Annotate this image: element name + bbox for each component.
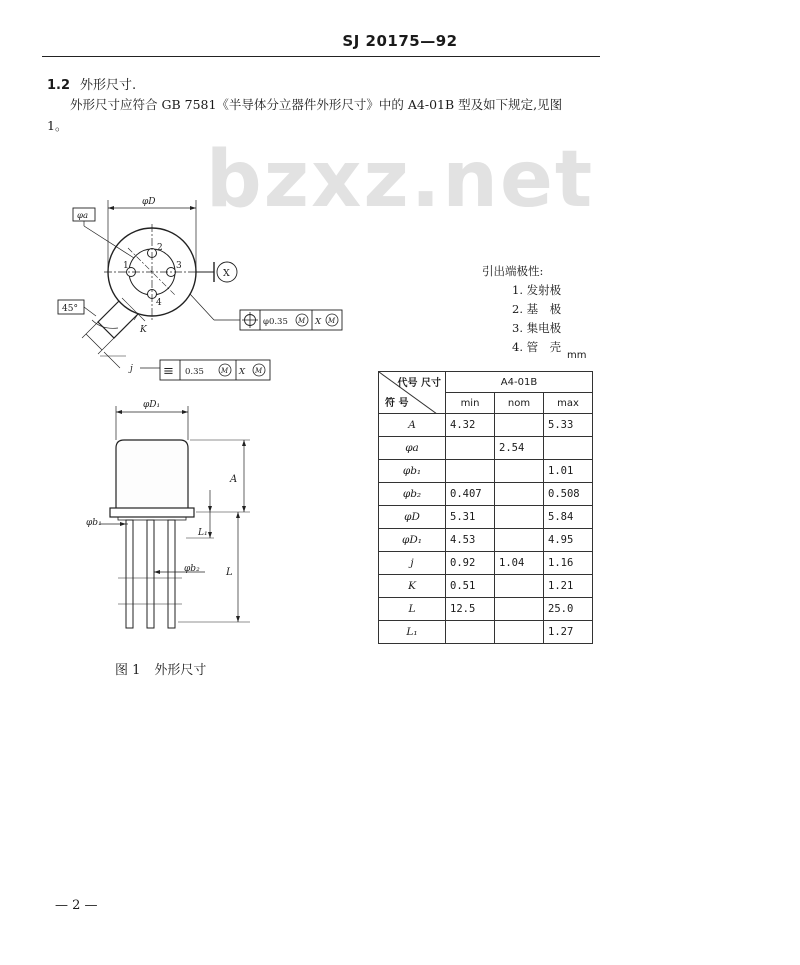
pin-polarity-list [470,262,561,357]
pin-1-label: 1 [123,261,129,271]
cell-nom [495,460,544,483]
table-row [379,437,593,460]
dimension-table [378,371,593,644]
tol-sym-datum: X [239,367,246,377]
table-row [379,621,593,644]
row-symbol: L₁ [379,621,446,644]
dim-phi-d-label: φD [142,197,156,207]
cell-max: 1.21 [544,575,593,598]
table-unit: mm [567,350,587,361]
cell-max: 4.95 [544,529,593,552]
page-number: — 2 — [55,898,98,913]
cell-nom [495,529,544,552]
cell-nom [495,598,544,621]
cell-min [446,460,495,483]
cell-min [446,621,495,644]
cell-nom: 2.54 [495,437,544,460]
tol-pos-datum: X [315,317,322,327]
figure-title: 外形尺寸 [154,663,207,678]
cell-nom [495,506,544,529]
dim-l-label: L [226,567,233,578]
section-number: 1.2 [47,78,71,93]
row-symbol: φD₁ [379,529,446,552]
tol-pos-modifier: M [298,317,306,325]
corner-bottom-label: 符 号 [385,398,409,409]
cell-max [544,437,593,460]
cell-nom [495,575,544,598]
cell-min [446,437,495,460]
cell-max: 1.16 [544,552,593,575]
pin-item-1: 1. 发射极 [512,283,562,297]
watermark: bzxz.net [205,135,595,225]
figure-number: 图 1 [115,663,141,678]
pin-2-label: 2 [157,243,163,253]
dim-phi-b1-label: φb₁ [86,518,102,528]
paragraph-line-2: 1。 [47,118,68,133]
top-view [58,197,342,380]
cell-max: 1.27 [544,621,593,644]
dim-l1-label: L₁ [198,528,208,538]
dim-phi-b2-label: φb₂ [184,564,200,574]
cell-nom: 1.04 [495,552,544,575]
cell-min: 12.5 [446,598,495,621]
pin-4-label: 4 [156,298,162,308]
col-max-header: max [544,393,593,414]
table-corner-cell [379,372,446,414]
row-symbol: φa [379,437,446,460]
cell-nom [495,621,544,644]
pin-3-label: 3 [176,261,182,271]
table-group-header: A4-01B [446,372,593,393]
figure-caption [115,659,206,678]
cell-min: 0.407 [446,483,495,506]
corner-top-label: 代号 尺寸 [397,378,441,389]
table-row [379,506,593,529]
cell-min: 0.92 [446,552,495,575]
table-row [379,414,593,437]
tol-symmetry-symbol: ≡ [163,364,174,379]
cell-nom [495,414,544,437]
standard-number: SJ 20175—92 [342,32,458,50]
row-symbol: L [379,598,446,621]
row-symbol: φb₁ [379,460,446,483]
table-row [379,575,593,598]
table-body [379,414,593,644]
dim-phi-d1-label: φD₁ [143,400,161,410]
col-nom-header: nom [495,393,544,414]
row-symbol: K [379,575,446,598]
row-symbol: φD [379,506,446,529]
cell-max: 5.33 [544,414,593,437]
tol-sym-value: 0.35 [185,367,204,377]
col-min-header: min [446,393,495,414]
tol-sym-datum-modifier: M [255,367,263,375]
cell-max: 1.01 [544,460,593,483]
cell-min: 5.31 [446,506,495,529]
row-symbol: φb₂ [379,483,446,506]
table-row [379,552,593,575]
cell-min: 4.53 [446,529,495,552]
row-symbol: j [379,552,446,575]
paragraph-line-1: 外形尺寸应符合 GB 7581《半导体分立器件外形尺寸》中的 A4-01B 型及如下规定,见图 [70,97,563,112]
datum-x-label: X [223,268,230,279]
tol-sym-modifier: M [221,367,229,375]
table-row [379,529,593,552]
pin-polarity-title: 引出端极性: [482,264,544,278]
table-row [379,460,593,483]
table-row [379,483,593,506]
tol-pos-datum-modifier: M [328,317,336,325]
tol-pos-value: φ0.35 [263,317,288,327]
cell-nom [495,483,544,506]
dim-phi-a-label: φa [77,211,89,221]
dim-k-label: K [140,325,147,335]
dim-j-label: j [130,364,133,374]
pin-item-2: 2. 基 极 [512,302,562,316]
cell-min: 4.32 [446,414,495,437]
pin-item-4: 4. 管 壳 [512,340,562,354]
angle-45-label: 45° [62,304,78,314]
table-row [379,598,593,621]
cell-max: 25.0 [544,598,593,621]
cell-min: 0.51 [446,575,495,598]
section-title: 外形尺寸. [80,78,137,93]
side-view [86,400,250,628]
row-symbol: A [379,414,446,437]
cell-max: 0.508 [544,483,593,506]
cell-max: 5.84 [544,506,593,529]
dim-a-side-label: A [230,474,238,485]
pin-item-3: 3. 集电极 [512,321,562,335]
